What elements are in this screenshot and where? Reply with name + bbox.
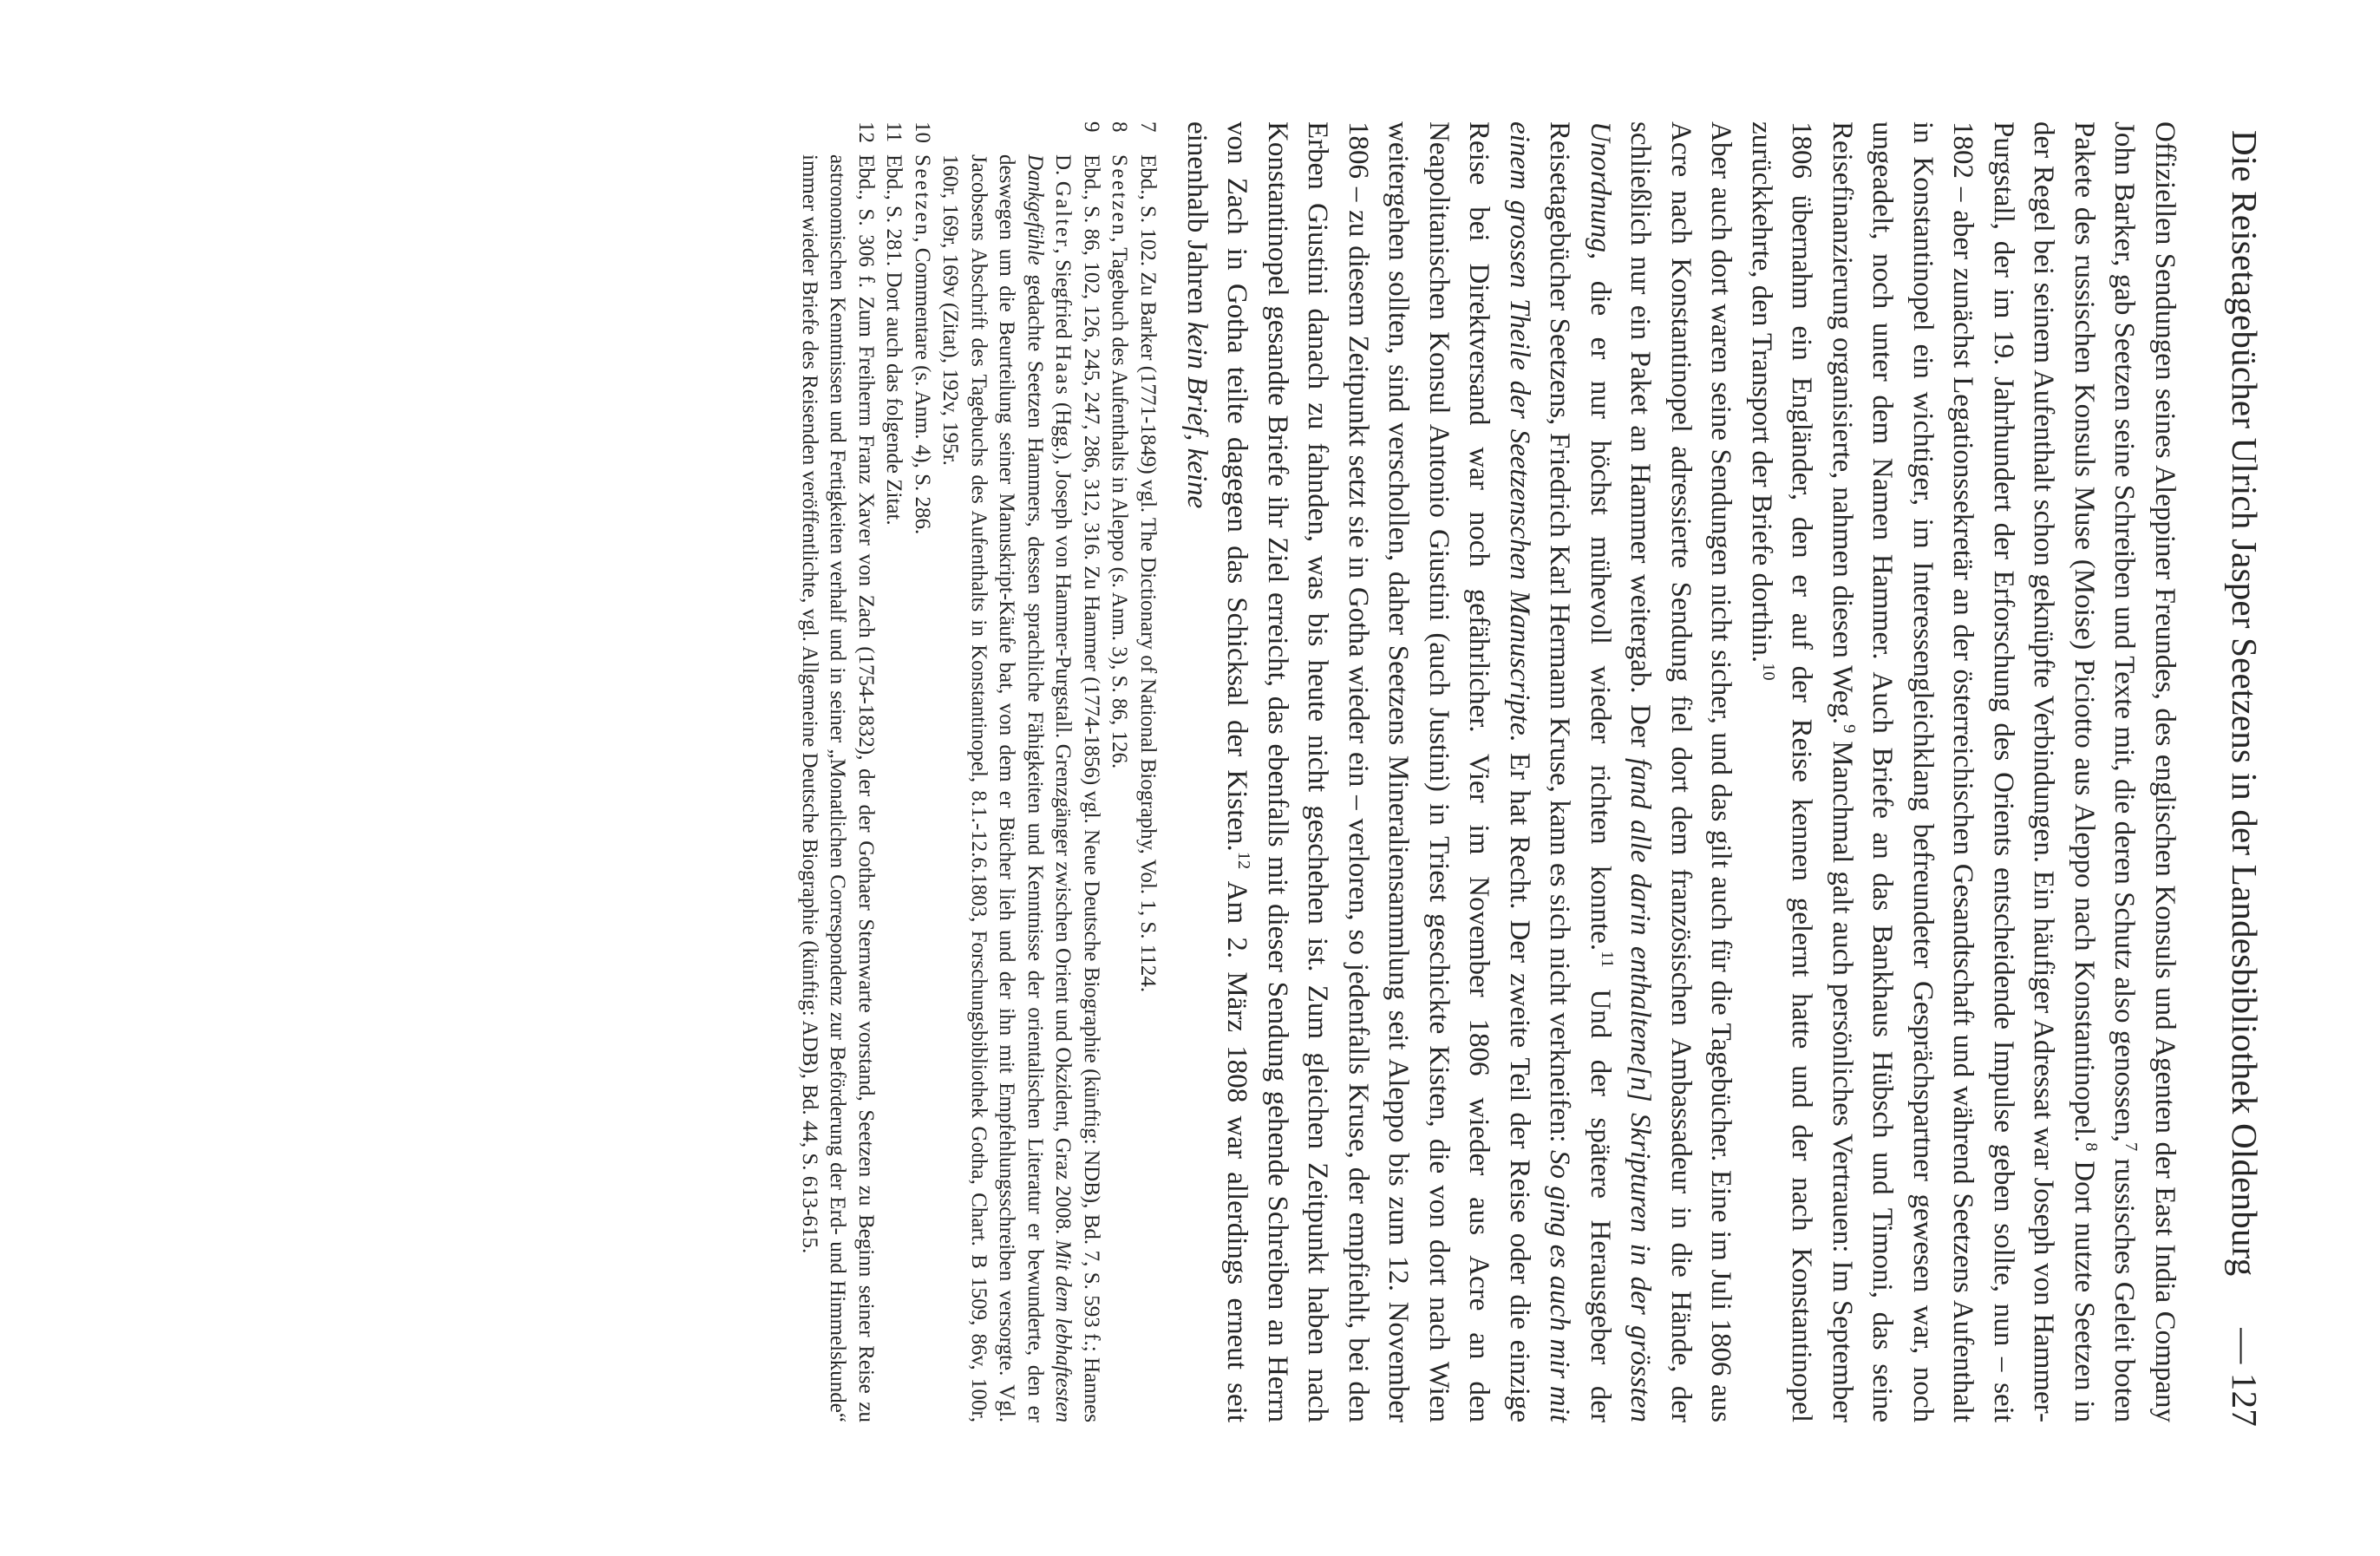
text-run: , Commentare (s. Anm. 4), S. 286. (911, 237, 934, 535)
author-name: Galter (1051, 180, 1076, 249)
running-head (2225, 130, 2265, 1427)
text-run: Am 2. März 1808 war allerdings erneut seit einenhalb Jahren (1181, 121, 1253, 1423)
text-run: (Hgg.), Joseph von Hammer-Purgstall. Grenzgänger zwischen Orient und Okzident, Graz 2008. (1051, 396, 1076, 1240)
footnote-text (1105, 154, 1134, 1422)
footnote-7 (1134, 121, 1162, 1422)
footnote-ref-8: 8 (2082, 1142, 2101, 1152)
text-run: Und der spätere Herausgeber der Reisetagebücher Seetzens, Friedrich Karl Hermann Kruse, kann es sich nicht verkneifen: (1544, 121, 1616, 1422)
footnote-ref-11: 11 (1598, 951, 1617, 968)
footnote-text: Ebd., S. 281. Dort auch das folgende Zitat. (882, 154, 906, 526)
footnote-number: 9 (1080, 121, 1103, 133)
text-run: Aber auch dort waren seine Sendungen nicht sicher, und das gilt auch für die Tagebücher. Eine im Juli 1806 aus Acre nach Konstantinopel adressierte Sendung fiel dort dem französischen Ambassadeur in die Hände, der schließlich nur ein Paket an Hammer weitergab. Der (1625, 121, 1737, 1422)
footnote-11 (879, 121, 908, 1422)
author-name: Haas (1051, 344, 1076, 397)
author-name: Seetzen (1108, 154, 1132, 238)
text-run: Dort nutzte Seetzen in der Regel bei seinem Aufenthalt schon geknüpfte Verbindungen. Ein häufiger Adressat war Joseph von Hammer-Purgstall, der im 19. Jahrhundert der Erforschung des Orients entscheidende Impulse geben sollte, nun – seit 1802 – aber zunächst Legationssekretär an der österreichischen Gesandtschaft und während Seetzens Aufenthalt in Konstantinopel ein wichtiger, im Interessengleichklang befreundeter Gesprächspartner gewesen war, noch ungeadelt, noch unter dem Namen Hammer. Auch Briefe an das Bankhaus Hübsch und Timoni, das seine Reisefinanzierung organisierte, nahmen diesen Weg. (1827, 121, 2100, 1422)
text-run: gedachte Seetzen Hammers, dessen sprachliche Fähigkeiten und Kenntnisse der orientalischen Literatur er bewunderte, den er deswegen um die Beurteilung seiner Manuskript-Käufe bat, von dem er Bücher lieh und der ihn mit Empfehlungsschreiben versorgte. Vgl. Jacobsens Abschrift des Tagebuchs des Aufenthalts in Konstantinopel, 8.1.-12.6.1803, Forschungsbibliothek Gotha, Chart. B 1509, 86v, 100r, 160r, 169r, 169v (Zitat), 192v, 195r. (938, 154, 1047, 1422)
text-run: , die er nur höchst mühevoll wieder richten konnte. (1585, 252, 1616, 951)
footnote-number: 11 (882, 121, 906, 143)
text-run: Manchmal galt auch persönliches Vertrauen: Im September 1806 übernahm ein Engländer, den er auf der Reise kennen gelernt hatte und der nach Konstantinopel zurückkehrte, den Transport der Briefe dorthin. (1746, 121, 1858, 1422)
body-text (1177, 121, 2186, 1422)
footnote-ref-10: 10 (1759, 663, 1778, 681)
footnote-text: Ebd., S. 306 f. Zum Freiherrn Franz Xaver von Zach (1754-1832), der der Gothaer Sternwarte vorstand, Seetzen zu Beginn seiner Reise zu astronomischen Kenntnissen und Fertigkeiten verhalf und in seiner „Monatlichen Correspondenz zur Beförderung der Erd- und Himmelskunde“ immer wieder Briefe des Reisenden veröffentlichte, vgl. Allgemeine Deutsche Biographie (künftig: ADB), Bd. 44, S. 613-615. (798, 154, 878, 1422)
paragraph-1 (1742, 121, 2186, 1422)
footnote-number: 12 (854, 121, 878, 143)
footnote-text (908, 154, 937, 1422)
paragraph-2 (1177, 121, 1742, 1422)
footnote-ref-7: 7 (2122, 1142, 2141, 1152)
footnotes (795, 121, 1162, 1422)
footnote-text (936, 154, 1105, 1422)
italic-quote: Mit dem lebhaftesten Dankgefühle (1023, 154, 1076, 1423)
text-run: russisches Geleit boten Pakete des russischen Konsuls Muse (Moise) Piciotto aus Aleppo nach Konstantinopel. (2069, 121, 2141, 1422)
footnote-9 (936, 121, 1105, 1422)
footnote-12 (795, 121, 880, 1422)
footnote-10 (908, 121, 937, 1422)
author-name: Seetzen (911, 154, 934, 238)
running-head-title: Die Reisetagebücher Ulrich Jasper Seetzens in der Landesbibliothek Oldenburg (2225, 130, 2265, 1277)
text-run: Offiziellen Sendungen seines Aleppiner Freundes, des englischen Konsuls und Agenten der East India Company John Barker, gab Seetzen seine Schreiben und Texte mit, die deren Schutz also genossen, (2109, 121, 2181, 1422)
footnote-number: 7 (1136, 121, 1160, 133)
footnote-text: Ebd., S. 102. Zu Barker (1771-1849) vgl. The Dictionary of National Biography, Vol. 1, S. 1124. (1136, 154, 1160, 993)
page-number: — 127 (2225, 1328, 2265, 1427)
text-run: , Tagebuch des Aufenthalts in Aleppo (s. Anm. 3), S. 86, 126. (1108, 237, 1132, 769)
text-run: , Siegfried (1051, 248, 1076, 345)
footnote-ref-12: 12 (1234, 851, 1254, 870)
text-run: Ebd., S. 86, 102, 126, 245, 247, 286, 312, 316. Zu Hammer (1774-1856) vgl. Neue Deutsche Biographie (künftig: NDB), Bd. 7, S. 593 f.; Hannes D. (1051, 154, 1103, 1422)
text-run: Er hat Recht. Der zweite Teil der Reise oder die einzige Reise bei Direktversand war noch gefährlicher. Vier im November 1806 wieder aus Acre an den Neapolitanischen Konsul Antonio Giustini (auch Justini) in Triest geschickte Kisten, die von dort nach Wien weitergehen sollten, sind verschollen, daher Seetzens Mineraliensammlung seit Aleppo bis zum 12. November 1806 – zu diesem Zeitpunkt setzt sie in Gotha wieder ein – verloren, so jedenfalls Kruse, der empfiehlt, bei den Erben Giustini danach zu fahnden, was bis heute nicht geschehen ist. Zum gleichen Zeitpunkt haben nach Konstantinopel gesandte Briefe ihr Ziel erreicht, das ebenfalls mit dieser Sendung gehende Schreiben an Herrn von Zach in Gotha teilte dagegen das Schicksal der Kisten. (1221, 121, 1535, 1423)
footnote-number: 10 (911, 121, 934, 143)
italic-quote: So ging es auch mir mit einem grossen Theile der Seetzenschen Manuscripte. (1504, 121, 1576, 1422)
footnote-8 (1105, 121, 1134, 1422)
italic-quote: fand alle darin enthaltene[n] Skripturen in der grössten Unordnung (1585, 121, 1657, 1422)
footnote-ref-9: 9 (1840, 724, 1859, 734)
footnote-number: 8 (1108, 121, 1132, 133)
italic-quote: kein Brief, keine (1181, 321, 1213, 509)
